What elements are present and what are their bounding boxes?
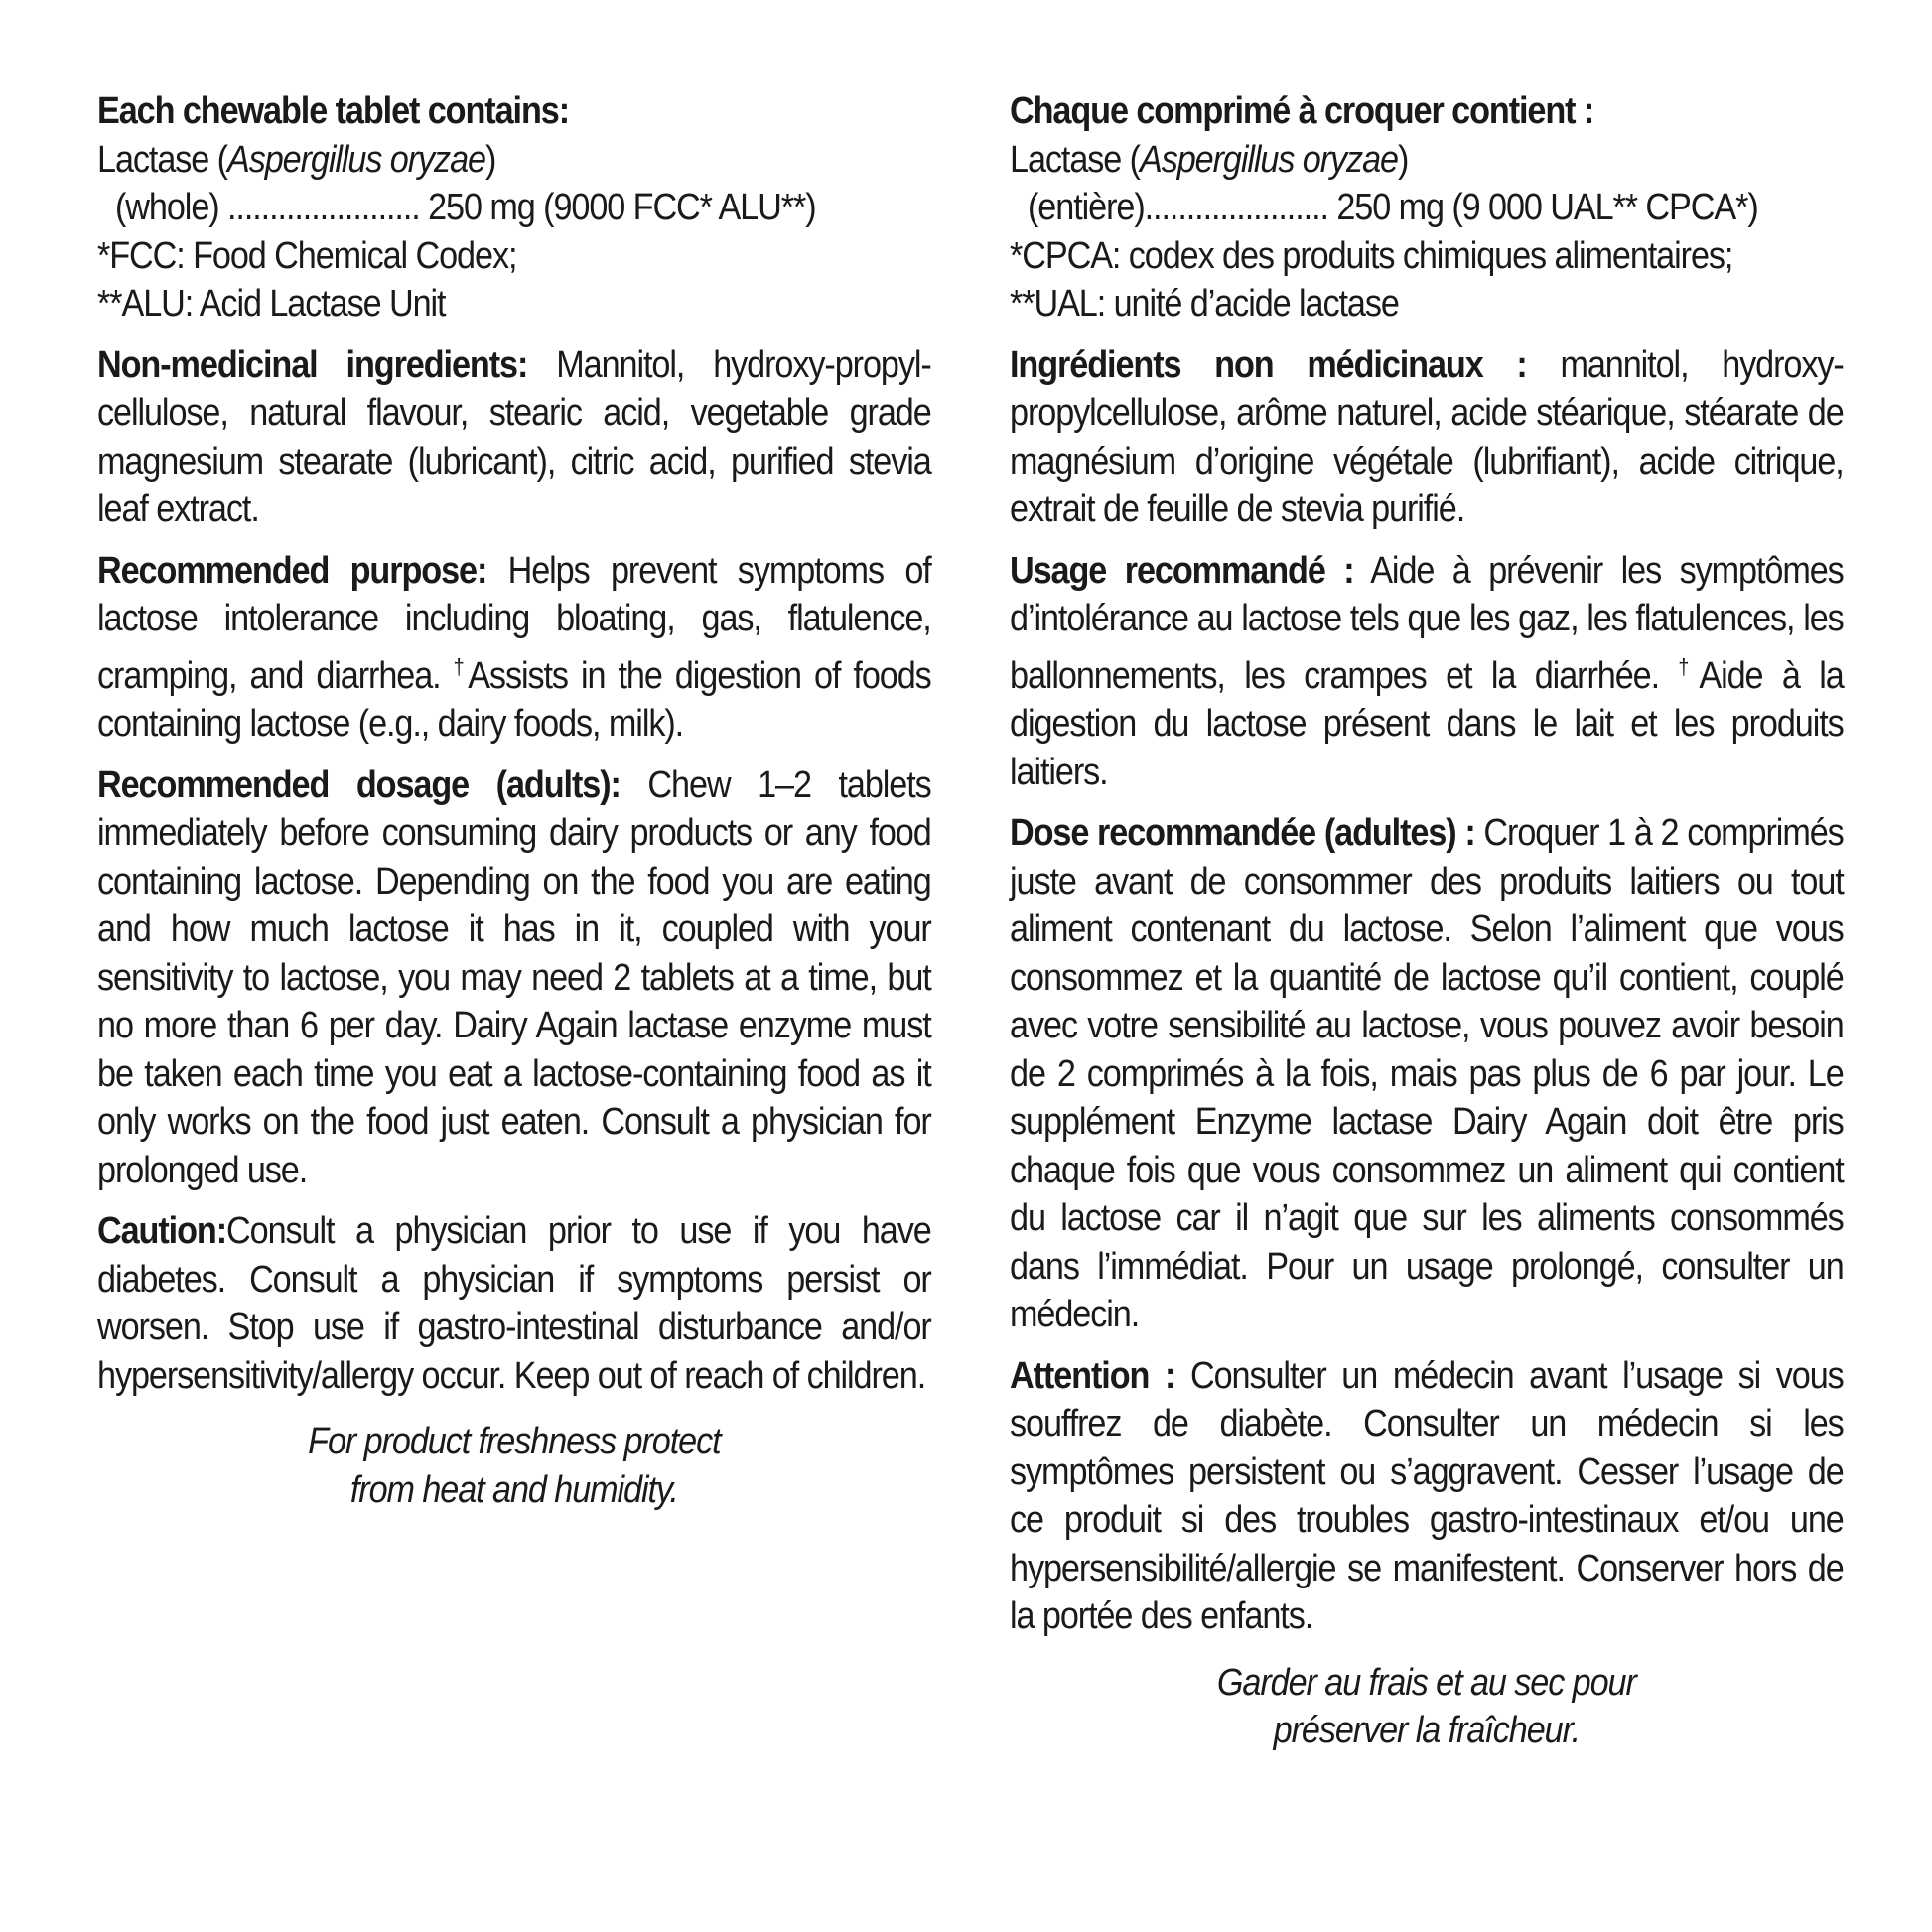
- caution-text-fr: Consulter un médecin avant l’usage si vous souffrez de diabète. Consulter un médecin si les symptômes persistent ou s’aggravent. Cesser l’usage de ce produit si des troubles gastro-intestinaux et/ou une hypersensibilité/allergie se manifestent. Conserver hors de la portée des enfants.: [1010, 1354, 1844, 1637]
- non-medicinal-text-fr: mannitol, hydroxy-propylcellulose, arôme naturel, acide stéarique, stéarate de magnésium d’origine végétale (lubrifiant), acide citrique, extrait de feuille de stevia purifié.: [1010, 344, 1844, 530]
- freshness-note-fr: [1010, 1659, 1844, 1755]
- dosage-text: Chew 1–2 tablets immediately before consuming dairy products or any food containing lactose. Depending on the food you are eating and how much lactose it has in it, coupled with your sensitivity to lactose, you may need 2 tablets at a time, but no more than 6 per day. Dairy Again lactase enzyme must be taken each time you eat a lactose-containing food as it only works on the food just eaten. Consult a physician for prolonged use.: [97, 763, 931, 1191]
- english-column: [97, 87, 931, 1514]
- contents-heading-fr: Chaque comprimé à croquer contient :: [1010, 90, 1594, 132]
- lactase-line: Lactase (Aspergillus oryzae): [97, 138, 496, 181]
- purpose-text-fr: Aide à prévenir les symptômes d’intolérance au lactose tels que les gaz, les flatulences, les ballonnements, les crampes et la diarrhée.: [1010, 549, 1844, 697]
- purpose-section: [97, 547, 931, 749]
- purpose-text-2-fr: Aide à la digestion du lactose présent dans le lait et les produits laitiers.: [1010, 654, 1844, 793]
- dosage-section: [97, 761, 931, 1195]
- dagger-mark: †: [453, 653, 469, 679]
- caution-label: Caution:: [97, 1210, 227, 1252]
- non-medicinal-label: Non-medicinal ingredients:: [97, 344, 528, 386]
- non-medicinal-section: [97, 342, 931, 534]
- ual-footnote: **UAL: unité d’acide lactase: [1010, 283, 1399, 325]
- fcc-footnote: *FCC: Food Chemical Codex;: [97, 234, 517, 277]
- contents-section-fr: [1010, 87, 1844, 329]
- lactase-species-fr: Aspergillus oryzae: [1139, 138, 1398, 181]
- lactase-amount-line-fr: (entière)...................... 250 mg (9 000 UAL** CPCA*): [1028, 187, 1758, 228]
- contents-section: [97, 87, 931, 329]
- contents-heading: Each chewable tablet contains:: [97, 90, 570, 132]
- purpose-label: Recommended purpose:: [97, 549, 487, 592]
- cpca-footnote: *CPCA: codex des produits chimiques alimentaires;: [1010, 234, 1733, 277]
- caution-section-fr: [1010, 1352, 1844, 1641]
- purpose-label-fr: Usage recommandé :: [1010, 549, 1354, 592]
- dagger-mark-fr: †: [1678, 653, 1700, 679]
- caution-text: Consult a physician prior to use if you have diabetes. Consult a physician if symptoms persist or worsen. Stop use if gastro-intestinal disturbance and/or hypersensitivity/allergy occur. Keep out of reach of children.: [97, 1210, 931, 1397]
- french-column: [1010, 87, 1844, 1755]
- non-medicinal-section-fr: [1010, 342, 1844, 534]
- lactase-amount-line: (whole) ....................... 250 mg (9000 FCC* ALU**): [115, 187, 816, 228]
- caution-section: [97, 1207, 931, 1400]
- caution-label-fr: Attention :: [1010, 1354, 1175, 1397]
- non-medicinal-label-fr: Ingrédients non médicinaux :: [1010, 344, 1527, 386]
- lactase-species: Aspergillus oryzae: [226, 138, 485, 181]
- purpose-text-2: Assists in the digestion of foods containing lactose (e.g., dairy foods, milk).: [97, 654, 931, 745]
- lactase-line-fr: Lactase (Aspergillus oryzae): [1010, 138, 1409, 181]
- dosage-label: Recommended dosage (adults):: [97, 763, 621, 806]
- dosage-text-fr: Croquer 1 à 2 comprimés juste avant de consommer des produits laitiers ou tout aliment contenant du lactose. Selon l’aliment que vous consommez et la quantité de lactose qu’il contient, couplé avec votre sensibilité au lactose, vous pouvez avoir besoin de 2 comprimés à la fois, mais pas plus de 6 par jour. Le supplément Enzyme lactase Dairy Again doit être pris chaque fois que vous consommez un aliment qui contient du lactose car il n’agit que sur les aliments consommés dans l’immédiat. Pour un usage prolongé, consulter un médecin.: [1010, 812, 1844, 1335]
- dosage-section-fr: [1010, 809, 1844, 1339]
- freshness-line-1: For product freshness protect: [308, 1421, 721, 1462]
- freshness-note: [97, 1418, 931, 1514]
- freshness-line-2: from heat and humidity.: [349, 1468, 678, 1511]
- freshness-line-1-fr: Garder au frais et au sec pour: [1216, 1661, 1636, 1704]
- dosage-label-fr: Dose recommandée (adultes) :: [1010, 812, 1475, 854]
- non-medicinal-text: Mannitol, hydroxy-propyl-cellulose, natural flavour, stearic acid, vegetable grade magnesium stearate (lubricant), citric acid, purified stevia leaf extract.: [97, 344, 931, 530]
- freshness-line-2-fr: préserver la fraîcheur.: [1273, 1710, 1581, 1751]
- alu-footnote: **ALU: Acid Lactase Unit: [97, 283, 446, 325]
- purpose-section-fr: [1010, 547, 1844, 797]
- purpose-text: Helps prevent symptoms of lactose intolerance including bloating, gas, flatulence, cramping, and diarrhea.: [97, 549, 931, 697]
